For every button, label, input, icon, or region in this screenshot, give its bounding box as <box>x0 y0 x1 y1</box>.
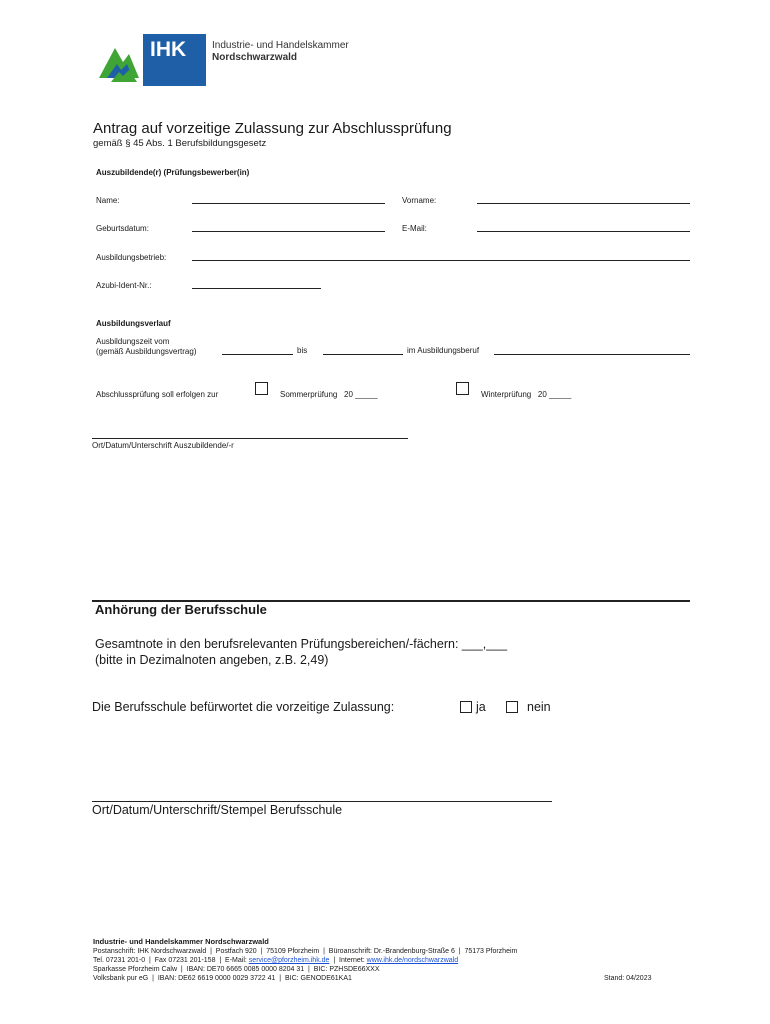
footer-contact-text: Tel. 07231 201-0 | Fax 07231 201-158 | E-Mail: <box>93 957 249 964</box>
nein-checkbox[interactable] <box>506 701 518 713</box>
signature-label-berufsschule: Ort/Datum/Unterschrift/Stempel Berufsschule <box>92 803 343 817</box>
winterpruefung-checkbox[interactable] <box>456 382 469 395</box>
ausbildungszeit-line1: Ausbildungszeit vom <box>96 337 170 346</box>
footer-bank1: Sparkasse Pforzheim Calw | IBAN: DE70 6665 0085 0000 8204 31 | BIC: PZHSDE66XXX <box>93 966 380 973</box>
footer-email-link[interactable]: service@pforzheim.ihk.de <box>248 957 330 964</box>
azubi-id-field[interactable] <box>192 288 321 289</box>
signature-label-azubi: Ort/Datum/Unterschrift Auszubildende/-r <box>92 441 234 450</box>
name-label: Name: <box>96 196 120 205</box>
footer-contact <box>93 956 458 965</box>
footer-contact-text2: | Internet: <box>329 957 367 964</box>
winterpruefung-label: Winterprüfung 20 _____ <box>481 390 572 399</box>
footer-stand: Stand: 04/2023 <box>604 975 652 982</box>
signature-line-berufsschule[interactable] <box>92 801 552 802</box>
footer-web-link[interactable]: www.ihk.de/nordschwarzwald <box>366 957 459 964</box>
ausbildungsberuf-field[interactable] <box>494 354 690 355</box>
logo-brand: IHK <box>150 38 187 61</box>
page-subtitle: gemäß § 45 Abs. 1 Berufsbildungsgesetz <box>93 138 267 149</box>
sommerpruefung-label: Sommerprüfung 20 _____ <box>280 390 378 399</box>
section-heading-berufsschule: Anhörung der Berufsschule <box>95 602 267 617</box>
geburtsdatum-label: Geburtsdatum: <box>96 224 149 233</box>
vorname-field[interactable] <box>477 203 690 204</box>
geburtsdatum-field[interactable] <box>192 231 385 232</box>
name-field[interactable] <box>192 203 385 204</box>
ausbildungszeit-bis-field[interactable] <box>323 354 403 355</box>
ausbildungszeit-label <box>96 337 197 357</box>
gesamtnote-label: Gesamtnote in den berufsrelevanten Prüfungsbereichen/-fächern: ___,___ <box>95 637 508 651</box>
ja-label: ja <box>476 700 486 714</box>
ausbildungsberuf-label: im Ausbildungsberuf <box>407 346 480 355</box>
ausbildungszeit-line2: (gemäß Ausbildungsvertrag) <box>96 347 197 356</box>
email-field[interactable] <box>477 231 690 232</box>
footer-address: Postanschrift: IHK Nordschwarzwald | Postfach 920 | 75109 Pforzheim | Büroanschrift: Dr.-Brandenburg-Straße 6 | 75173 Pforzheim <box>93 948 518 955</box>
gesamtnote-hint: (bitte in Dezimalnoten angeben, z.B. 2,49) <box>95 653 329 667</box>
befuerwortet-label: Die Berufsschule befürwortet die vorzeitige Zulassung: <box>92 700 395 714</box>
footer-org: Industrie- und Handelskammer Nordschwarzwald <box>93 937 269 946</box>
email-label: E-Mail: <box>402 224 427 233</box>
section-heading-azubi: Auszubildende(r) (Prüfungsbewerber(in) <box>96 168 250 177</box>
ausbildungsbetrieb-field[interactable] <box>192 260 690 261</box>
azubi-id-label: Azubi-Ident-Nr.: <box>96 281 152 290</box>
nein-label: nein <box>527 700 551 714</box>
logo-line2: Nordschwarzwald <box>212 52 298 63</box>
ausbildungszeit-von-field[interactable] <box>222 354 293 355</box>
bis-label: bis <box>297 346 308 355</box>
pruefung-label: Abschlussprüfung soll erfolgen zur <box>96 390 219 399</box>
logo-line1: Industrie- und Handelskammer <box>212 40 349 51</box>
page-title: Antrag auf vorzeitige Zulassung zur Abschlussprüfung <box>93 120 452 137</box>
signature-line-azubi[interactable] <box>92 438 408 439</box>
sommerpruefung-checkbox[interactable] <box>255 382 268 395</box>
footer-bank2: Volksbank pur eG | IBAN: DE62 6619 0000 0029 3722 41 | BIC: GENODE61KA1 <box>93 975 352 982</box>
ja-checkbox[interactable] <box>460 701 472 713</box>
vorname-label: Vorname: <box>402 196 437 205</box>
logo-text <box>212 40 349 64</box>
ausbildungsbetrieb-label: Ausbildungsbetrieb: <box>96 253 167 262</box>
section-heading-ausbildungsverlauf: Ausbildungsverlauf <box>96 319 171 328</box>
